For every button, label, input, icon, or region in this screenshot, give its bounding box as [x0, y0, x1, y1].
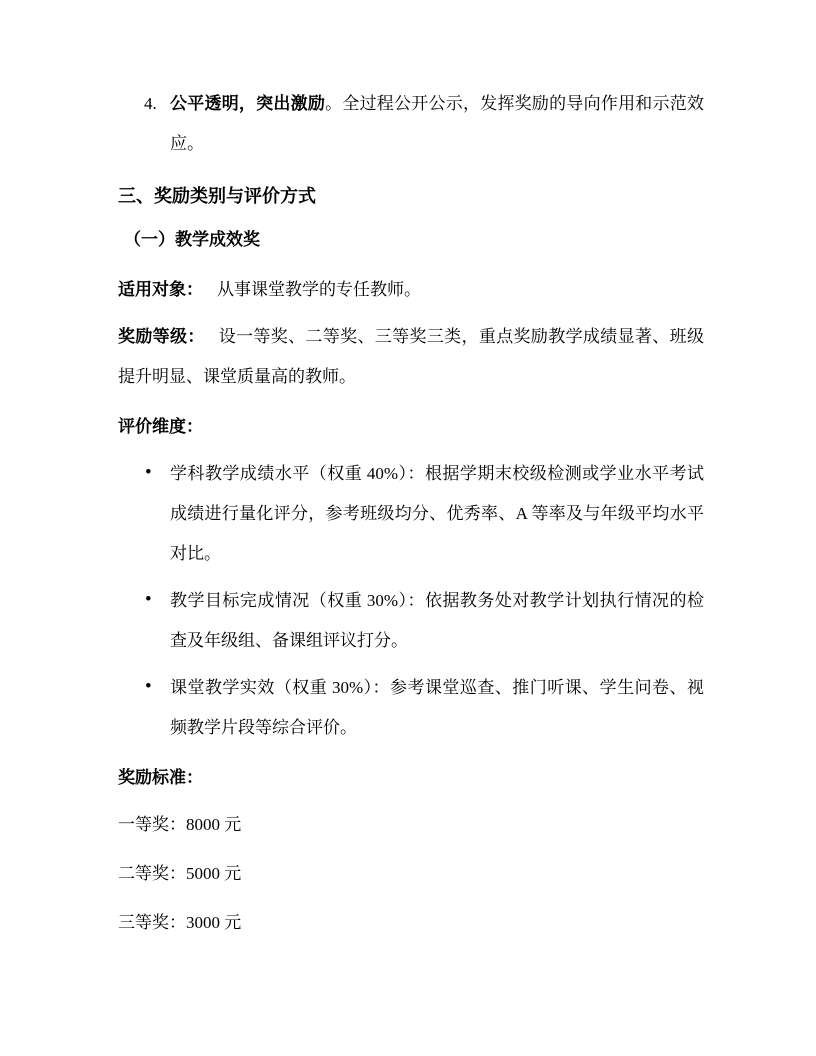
- standards-heading: 奖励标准：: [118, 768, 203, 787]
- section-heading: 三、奖励类别与评价方式: [118, 186, 316, 206]
- field-award-levels: [118, 317, 704, 397]
- bullet-text-goal-completion: 教学目标完成情况（权重 30%）：依据教务处对教学计划执行情况的检查及年级组、备课组评议打分。: [170, 591, 704, 650]
- bullet-item-subject-performance: [118, 454, 704, 574]
- evaluation-bullet-list: [118, 454, 704, 748]
- field-applicable-target: [118, 270, 704, 310]
- bullet-icon: •: [145, 589, 152, 610]
- field-award-levels-label: 奖励等级：: [118, 327, 205, 346]
- item-number: 4.: [144, 94, 157, 113]
- item-normal-text: 。全过程公开公示，发挥奖励的导向作用和示范效应。: [170, 94, 705, 153]
- numbered-item-4: [118, 84, 704, 164]
- field-applicable-target-label: 适用对象：: [118, 280, 203, 299]
- dimensions-heading: 评价维度：: [118, 417, 203, 436]
- item-bold-text: 公平透明，突出激励: [170, 94, 326, 113]
- field-applicable-target-text: 从事课堂教学的专任教师。: [217, 280, 421, 299]
- bullet-icon: •: [145, 676, 152, 697]
- bullet-icon: •: [145, 462, 152, 483]
- document-content: [118, 84, 704, 943]
- standard-third-prize: 三等奖：3000 元: [118, 913, 242, 932]
- field-award-levels-text: 设一等奖、二等奖、三等奖三类，重点奖励教学成绩显著、班级提升明显、课堂质量高的教师。: [118, 327, 704, 386]
- bullet-text-classroom-effect: 课堂教学实效（权重 30%）：参考课堂巡查、推门听课、学生问卷、视频教学片段等综合评价。: [170, 678, 704, 737]
- subsection-heading: （一）教学成效奖: [124, 230, 260, 249]
- standard-first-prize: 一等奖：8000 元: [118, 815, 242, 834]
- bullet-text-subject-performance: 学科教学成绩水平（权重 40%）：根据学期末校级检测或学业水平考试成绩进行量化评分，参考班级均分、优秀率、A 等率及与年级平均水平对比。: [170, 464, 704, 563]
- bullet-item-classroom-effect: [118, 668, 704, 748]
- bullet-item-goal-completion: [118, 581, 704, 661]
- standard-second-prize: 二等奖：5000 元: [118, 864, 242, 883]
